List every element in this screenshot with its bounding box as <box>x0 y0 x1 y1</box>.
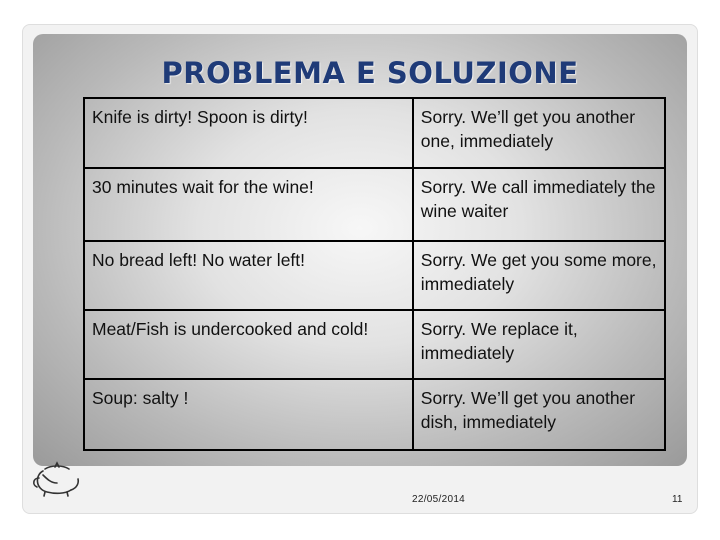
table-row <box>84 98 665 168</box>
problem-cell: Knife is dirty! Spoon is dirty! <box>84 98 413 168</box>
page-number: 11 <box>672 494 683 505</box>
slide-title: PROBLEMA E SOLUZIONE <box>161 56 579 90</box>
solution-cell: Sorry. We call immediately the wine waiter <box>413 168 665 241</box>
problem-cell: Soup: salty ! <box>84 379 413 450</box>
table-row <box>84 241 665 310</box>
solution-cell: Sorry. We’ll get you another dish, immediately <box>413 379 665 450</box>
teapot-icon <box>31 461 83 499</box>
solution-cell: Sorry. We get you some more, immediately <box>413 241 665 310</box>
problem-cell: 30 minutes wait for the wine! <box>84 168 413 241</box>
solution-cell: Sorry. We’ll get you another one, immediately <box>413 98 665 168</box>
table-row <box>84 168 665 241</box>
table-row <box>84 379 665 450</box>
solution-cell: Sorry. We replace it, immediately <box>413 310 665 379</box>
table-row <box>84 310 665 379</box>
footer-date: 22/05/2014 <box>412 494 466 505</box>
problem-solution-table <box>83 97 666 451</box>
problem-cell: No bread left! No water left! <box>84 241 413 310</box>
problem-cell: Meat/Fish is undercooked and cold! <box>84 310 413 379</box>
